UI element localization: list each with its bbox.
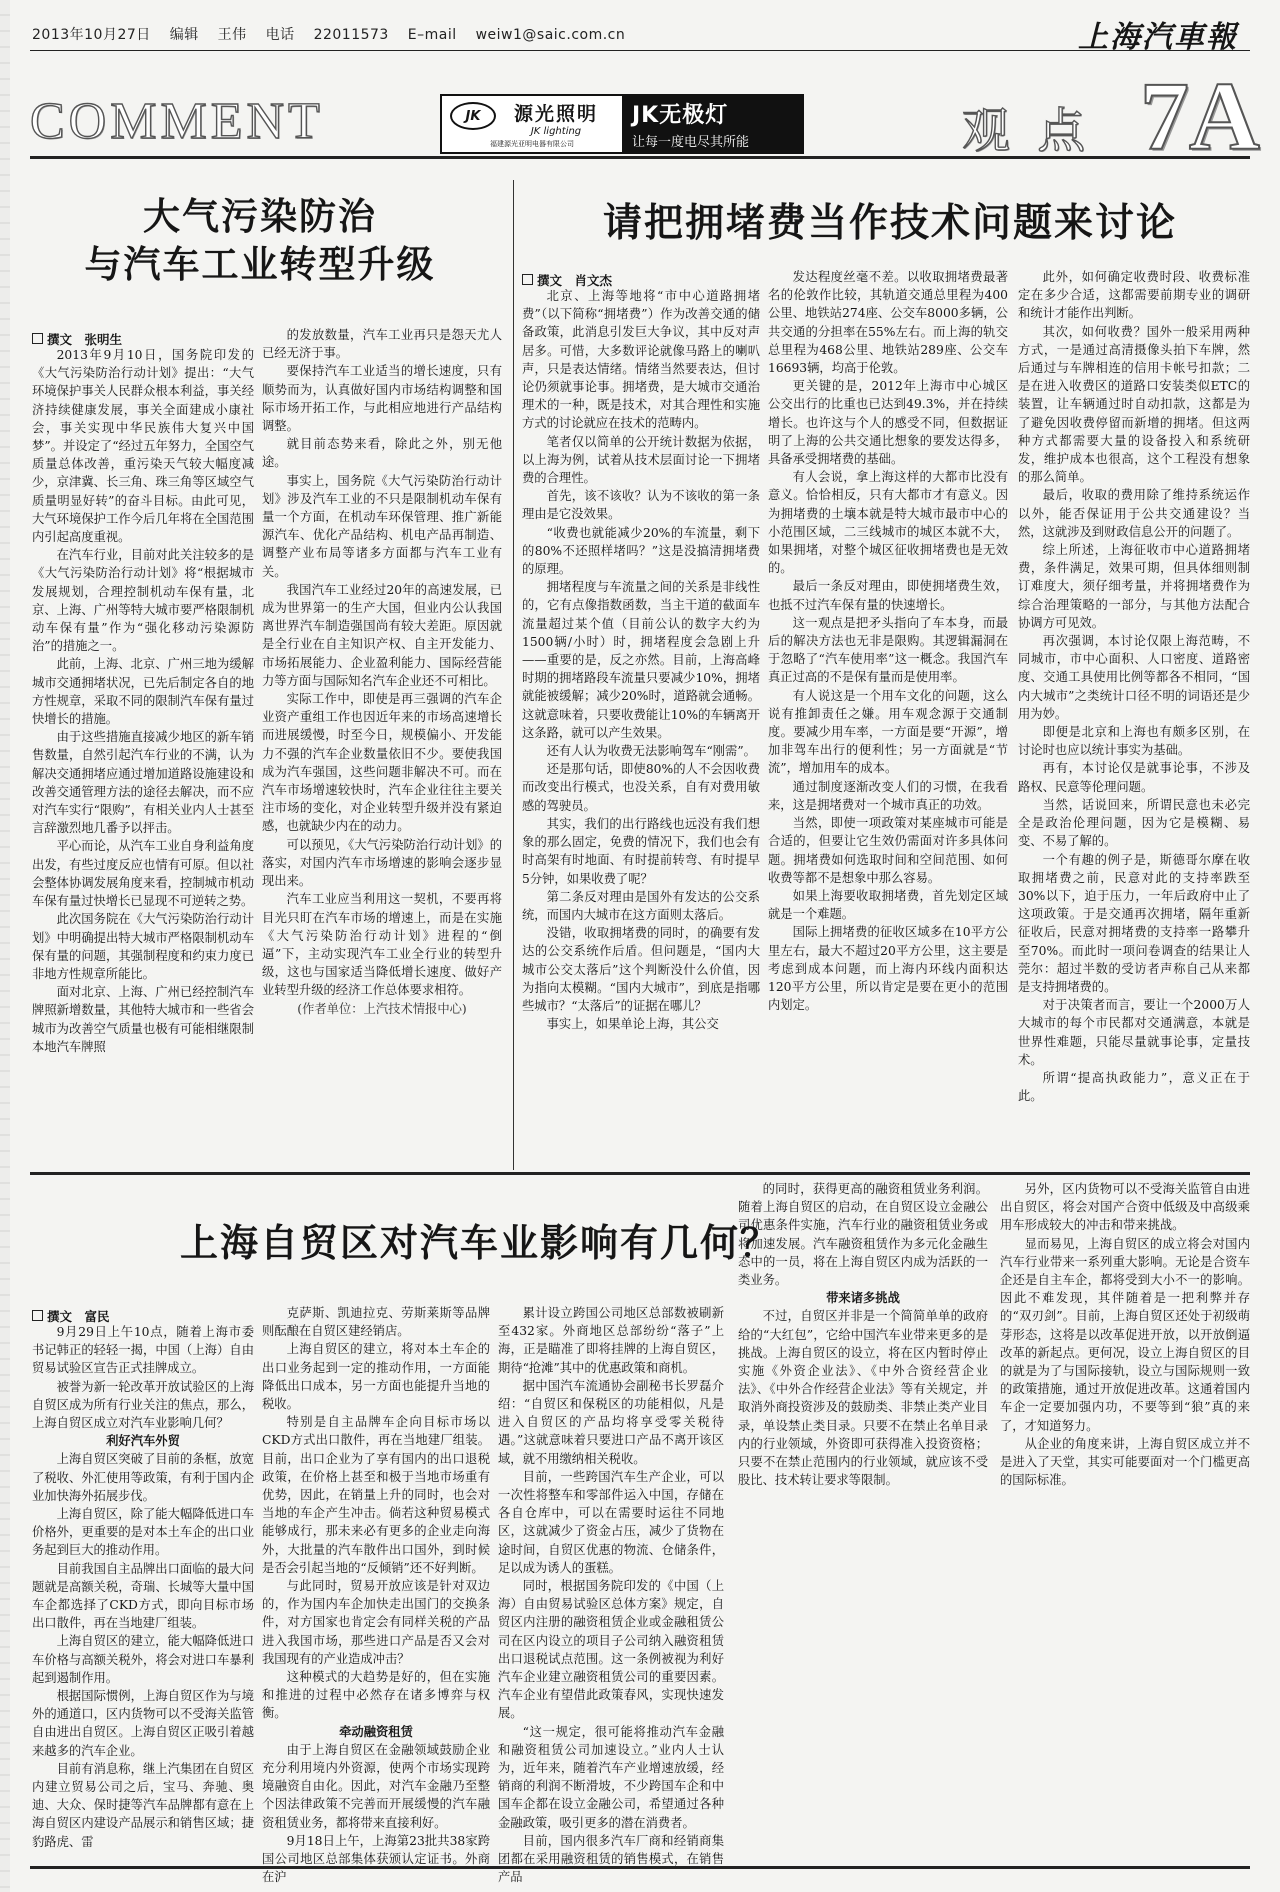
page-header-info bbox=[32, 24, 639, 44]
paragraph: 此外，如何确定收费时段、收费标准定在多少合适，这都需要前期专业的调研和统计才能作出判断。 bbox=[1018, 270, 1250, 321]
ad-brand-en: JK lighting bbox=[530, 126, 582, 137]
paragraph: 的发放数量，汽车工业再只是怨天尤人已经无济于事。 bbox=[262, 328, 502, 361]
footer-rule bbox=[30, 1866, 1250, 1869]
section-label-cn: 观 点 bbox=[962, 103, 1092, 159]
header-rule bbox=[30, 50, 1250, 51]
page-edge-strip bbox=[0, 0, 10, 1892]
article3-column-3 bbox=[498, 1304, 724, 1885]
ad-slogan: 让每一度电尽其所能 bbox=[632, 135, 750, 150]
paragraph: 最后，收取的费用除了维持系统运作以外，能否保证用于公共交通建设？当然，这就涉及到财政信息公开的问题了。 bbox=[1018, 488, 1250, 539]
article2-column-3 bbox=[1018, 268, 1250, 1164]
paragraph: 上海自贸区的建立，能大幅降低进口车价格与高额关税外，将会对进口车暴利起到遏制作用。 bbox=[32, 1634, 254, 1685]
article3-column-1 bbox=[32, 1323, 254, 1860]
ad-brand-cn: 源光照明 bbox=[513, 103, 598, 125]
paragraph: 平心而论，从汽车工业自身利益角度出发，有些过度反应也情有可原。但以社会整体协调发展角度来看，控制城市机动车保有量过快增长已显现不可逆转之势。 bbox=[32, 839, 254, 909]
ad-logo-icon: JK bbox=[450, 102, 496, 130]
paragraph: 面对北京、上海、广州已经控制汽车牌照新增数量，其他特大城市和一些省会城市为改善空气质量也极有可能相继限制本地汽车牌照 bbox=[32, 985, 254, 1054]
paragraph: “这一规定，很可能将推动汽车金融和融资租赁公司加速设立。”业内人士认为，近年来，随着汽车产业增速放缓，经销商的利润不断滑坡，不少跨国车企和中国车企都在设立金融公司，希望通过各种金融政策，吸引更多的潜在消费者。 bbox=[498, 1724, 724, 1830]
ad-company-name: 福建源光亚明电器有限公司 bbox=[490, 140, 574, 148]
paragraph: 2013年9月10日，国务院印发的《大气污染防治行动计划》提出：“大气环境保护事关人民群众根本利益，事关经济持续健康发展，事关全面建成小康社会，事关实现中华民族伟大复兴中国梦”。并设定了“经过五年努力，全国空气质量总体改善，重污染天气较大幅度减少，京津冀、长三角、珠三角等区域空气质量明显好转”的奋斗目标。由此可见，大气环境保护工作今后几年将在全国范围内引起高度重视。 bbox=[32, 348, 254, 545]
byline-box-icon bbox=[32, 333, 43, 344]
paragraph: 更关键的是，2012年上海市中心城区公交出行的比重也已达到49.3%，并在持续增长。也许这与个人的感受不同，但数据证明了上海的公共交通比想象的要发达得多，具备承受拥堵费的基础。 bbox=[768, 379, 1008, 467]
paragraph: 这种模式的大趋势是好的，但在实施和推进的过程中必然存在诸多博弈与权衡。 bbox=[262, 1670, 490, 1721]
paragraph: 据中国汽车流通协会副秘书长罗磊介绍：“自贸区和保税区的功能相似，凡是进入自贸区的产品均将享受零关税待遇。”这就意味着只要进口产品不离开该区域，就不用缴纳相关税收。 bbox=[498, 1378, 724, 1466]
paragraph: 第二条反对理由是国外有发达的公交系统，而国内大城市在这方面则太落后。 bbox=[522, 889, 760, 922]
email-label: E–mail bbox=[407, 27, 457, 43]
article1-column-1 bbox=[32, 346, 254, 1164]
paragraph: 在汽车行业，目前对此关注较多的是《大气污染防治行动计划》将“根据城市发展规划，合理控制机动车保有量，北京、上海、广州等特大城市要严格限制机动车保有量”作为“强化移动污染源防治”的措施之一。 bbox=[32, 548, 254, 654]
newspaper-masthead: 上海汽車報 bbox=[1078, 20, 1238, 55]
subheading: 带来诸多挑战 bbox=[826, 1291, 900, 1306]
email-address: weiw1@saic.com.cn bbox=[475, 27, 626, 43]
paragraph: 国际上拥堵费的征收区域多在10平方公里左右，最大不超过20平方公里，这主要是考虑到成本问题，而上海内环线内面积达120平方公里，所以肯定是要在更小的范围内划定。 bbox=[768, 925, 1008, 1013]
ad-product-title: JK无极灯 bbox=[632, 103, 729, 128]
paragraph: 与此同时，贸易开放应该是针对双边的，作为国内车企加快走出国门的交换条件，对方国家也肯定会有同样关税的产品进入我国市场，那些进口产品是否又会对我国现有的产业造成冲击？ bbox=[262, 1579, 490, 1666]
paragraph: 特别是自主品牌车企向目标市场以CKD方式出口散件，再在当地建厂组装。目前，出口企业为了享有国内的出口退税政策，在价格上甚至和极于当地市场重有优势，因此，在销量上升的同时，也会对当地的车企产生冲击。倘若这种贸易模式能够成行，那未来必有更多的企业走向海外，大批量的汽车散件出口国外，到时候是否会引起当地的“反倾销”还不好判断。 bbox=[262, 1415, 490, 1575]
paragraph: 一个有趣的例子是，斯德哥尔摩在收取拥堵费之前，民意对此的支持率跌至30%以下，迫于压力，一年后政府中止了这项政策。于是交通再次拥堵，隔年重新征收后，民意对拥堵费的支持率一路攀升至70%。而此时一项问卷调查的结果让人莞尔：超过半数的受访者声称自己从来都是支持拥堵费的。 bbox=[1018, 852, 1250, 994]
paragraph: 再次强调，本讨论仅限上海范畴，不同城市，市中心面积、人口密度、道路密度、交通工具使用比例等都各不相同，“国内大城市”之类统计口径不明的词语还是少用为妙。 bbox=[1018, 634, 1250, 721]
phone-number: 22011573 bbox=[313, 27, 389, 43]
paragraph: 有人说这是一个用车文化的问题，这么说有推卸责任之嫌。用车观念源于交通制度。要减少用车率，一方面是要“开源”，增加非驾车出行的便利性；另一方面就是“节流”，增加用车的成本。 bbox=[768, 688, 1008, 776]
paragraph: 目前我国自主品牌出口面临的最大问题就是高额关税，奇瑞、长城等大量中国车企都选择了CKD方式，即向目标市场出口散件，再在当地建厂组装。 bbox=[32, 1561, 254, 1631]
paragraph: 同时，根据国务院印发的《中国（上海）自由贸易试验区总体方案》规定，自贸区内注册的融资租赁企业或金融租赁公司在区内设立的项目子公司纳入融资租赁出口退税试点范围。这一条例被视为利好汽车企业建立融资租赁公司的重要因素。汽车企业有望借此政策春风，实现快速发展。 bbox=[498, 1579, 724, 1721]
ad-brand-block bbox=[442, 96, 624, 152]
paragraph: 目前，一些跨国汽车生产企业，可以一次性将整车和零部件运入中国，存储在各自仓库中，可以在需要时运往不同地区，这就减少了资金占压，减少了货物在途时间，自贸区优惠的物流、仓储条件，足以成为诱人的蛋糕。 bbox=[498, 1469, 724, 1575]
paragraph: 还有人认为收费无法影响驾车“刚需”。 bbox=[546, 744, 756, 759]
paragraph: 实际工作中，即使是再三强调的汽车企业资产重组工作也因近年来的市场高速增长而进展缓慢，时至今日，规模偏小、开发能力不强的汽车企业数量依旧不少。要使我国成为汽车强国，这些问题非解决不可。而在汽车市场增速较快时，汽车企业往往主要关注市场的变化，对企业转型升级并没有紧迫感，也就缺少内在的动力。 bbox=[262, 692, 502, 834]
article2-column-2 bbox=[768, 268, 1008, 1164]
article-divider bbox=[513, 180, 514, 1170]
paragraph: 即便是北京和上海也有颇多区别，在讨论时也应以统计事实为基础。 bbox=[1018, 725, 1250, 758]
paragraph: 所谓“提高执政能力”，意义正在于此。 bbox=[1018, 1070, 1250, 1104]
paragraph: 9月18日上午，上海第23批共38家跨国公司地区总部集体获颁认定证书。外商在沪 bbox=[262, 1833, 490, 1885]
paragraph: 通过制度逐渐改变人们的习惯，在我看来，这是拥堵费对一个城市真正的功效。 bbox=[768, 779, 1008, 812]
article3-column-2 bbox=[262, 1304, 490, 1885]
paragraph: 上海自贸区突破了目前的条框，放宽了税收、外汇使用等政策，有利于国内企业加快海外拓展步伐。 bbox=[32, 1452, 254, 1503]
paragraph: 还是那句话，即使80%的人不会因收费而改变出行模式，也没关系，自有对费用敏感的驾驶员。 bbox=[522, 762, 760, 813]
paragraph: 累计设立跨国公司地区总部数被刷新至432家。外商地区总部纷纷“落子”上海，正是瞄准了即将挂牌的上海自贸区，期待“抢滩”其中的优惠政策和商机。 bbox=[498, 1306, 724, 1375]
article1-title-line2: 与汽车工业转型升级 bbox=[84, 242, 436, 287]
paragraph: 汽车工业应当利用这一契机，不要再将目光只盯在汽车市场的增速上，而是在实施《大气污染防治行动计划》进程的“倒逼”下，主动实现汽车工业全行业的转型升级，这也与国家适当降低增长速度、做好产业转型升级的经济工作总体要求相符。 bbox=[262, 892, 502, 998]
paragraph: 如果上海要收取拥堵费，首先划定区域就是一个难题。 bbox=[768, 888, 1008, 922]
article1-title-line1: 大气污染防治 bbox=[143, 194, 377, 238]
subheading: 牵动融资租赁 bbox=[339, 1724, 413, 1739]
paragraph: 要保持汽车工业适当的增长速度，只有顺势而为，认真做好国内市场结构调整和国际市场开拓工作，与此相应地进行产品结构调整。 bbox=[262, 364, 502, 434]
paragraph: 当然，即使一项政策对某座城市可能是合适的，但要让它生效仍需面对许多具体问题。拥堵费如何选取时间和空间范围、如何收费等都不是想象中那么容易。 bbox=[768, 816, 1008, 885]
paragraph: 最后一条反对理由，即使拥堵费生效，也抵不过汽车保有量的快速增长。 bbox=[768, 579, 1008, 612]
paragraph: 根据国际惯例，上海自贸区作为与境外的通道口，区内货物可以不受海关监管自由进出自贸区。上海自贸区正吸引着越来越多的汽车企业。 bbox=[32, 1689, 254, 1758]
paragraph: 北京、上海等地将“市中心道路拥堵费”（以下简称“拥堵费”）作为改善交通的储备政策，此消息引发巨大争议，其中反对声居多。可惜，大多数评论就像马路上的喇叭声，只是表达情绪。情绪当然要表达，但讨论仍须就事论事。拥堵费，是大城市交通治理术的一种，既是技术，对其合理性和实施方式的讨论就应在技术的范畴内。 bbox=[522, 289, 760, 431]
section-rule bbox=[30, 156, 1250, 159]
advertisement-banner[interactable] bbox=[440, 94, 804, 154]
paragraph: 由于上海自贸区在金融领域鼓励企业充分利用境内外资源，使两个市场实现跨境融资自由化。因此，对汽车金融乃至整个因法律政策不完善而开展缓慢的汽车融资租赁业务，都将带来直接利好。 bbox=[262, 1742, 490, 1830]
article2-byline-text: 撰文 肖文杰 bbox=[537, 273, 613, 288]
paragraph: 其次，如何收费？国外一般采用两种方式，一是通过高清摄像头拍下车牌，然后通过与车牌相连的信用卡帐号扣款；二是在进入收费区的道路口安装类似ETC的装置，让车辆通过时自动扣款，这都是为了避免因收费停留而新增的拥堵。但这两种方式都需要大量的设备投入和系统研发，维护成本也很高，这个工程没有想象的那么简单。 bbox=[1018, 324, 1250, 485]
article1-headline bbox=[70, 192, 450, 288]
paragraph: (作者单位：上汽技术情报中心) bbox=[297, 1001, 467, 1016]
paragraph: 就目前态势来看，除此之外，别无他途。 bbox=[262, 437, 502, 470]
paragraph: 当然，话说回来，所谓民意也未必完全是政治伦理问题，因为它是模糊、易变、不易了解的。 bbox=[1018, 797, 1250, 849]
paragraph: 对于决策者而言，要让一个2000万人大城市的每个市民都对交通满意，本就是世界性难题，只能尽量就事论事，定量技术。 bbox=[1018, 998, 1250, 1067]
paragraph: 由于这些措施直接减少地区的新车销售数量，自然引起汽车行业的不满，认为解决交通拥堵应通过增加道路设施建设和改善交通管理方法的途径去解决，而不应对汽车实行“限购”，有相关业内人士甚至言辞激烈地几番予以抨击。 bbox=[32, 730, 254, 836]
paragraph: 可以预见，《大气污染防治行动计划》的落实，对国内汽车市场增速的影响会逐步显现出来。 bbox=[262, 837, 502, 889]
paragraph: 显而易见，上海自贸区的成立将会对国内汽车行业带来一系列重大影响。无论是合资车企还是自主车企，都将受到大小不一的影响。因此不难发现，其伴随着是一把利弊并存的“双刃剑”。目前，上海自贸区还处于初级萌芽形态，这将是以改革促进开放，以开放倒逼改革的新起点。更何况，设立上海自贸区的目的就是为了与国际接轨，设立与国际规则一致的政策措施，通过开放促进改革。这通着国内车企一定要加强内功，不要等到“狼”真的来了，才知道努力。 bbox=[1000, 1236, 1250, 1433]
byline-box-icon bbox=[32, 1310, 43, 1321]
article2-column-1 bbox=[522, 287, 760, 1164]
issue-date: 2013年10月27日 bbox=[32, 27, 151, 43]
paragraph: 的同时，获得更高的融资租赁业务利润。随着上海自贸区的启动，在自贸区设立金融公司优惠条件实施，汽车行业的融资租赁业务或将加速发展。汽车融资租赁作为多元化金融生态中的一员，将在上海自贸区内成为活跃的一类业务。 bbox=[738, 1182, 988, 1288]
article3-headline: 上海自贸区对汽车业影响有几何？ bbox=[179, 1220, 780, 1265]
page-number: 7A bbox=[1140, 63, 1260, 171]
paragraph: 笔者仅以简单的公开统计数据为依据，以上海为例，试着从技术层面讨论一下拥堵费的合理性。 bbox=[522, 434, 760, 486]
paragraph: 从企业的角度来讲，上海自贸区成立并不是进入了天堂，其实可能要面对一个门槛更高的国际标准。 bbox=[1000, 1436, 1250, 1488]
paragraph: 有人会说，拿上海这样的大都市比没有意义。恰恰相反，只有大都市才有意义。因为拥堵费的土壤本就是特大城市最市中心的小范围区域，二三线城市的城区本就不大，如果拥堵，对整个城区征收拥堵费也是无效的。 bbox=[768, 470, 1008, 576]
paragraph: 没错，收取拥堵费的同时，的确要有发达的公交系统作后盾。但问题是，“国内大城市公交太落后”这个判断没什么价值，因为指向太模糊。“国内大城市”，到底是指哪些城市？“太落后”的证据在哪儿？ bbox=[522, 926, 760, 1013]
paragraph: “收费也就能减少20%的车流量，剩下的80%不还照样堵吗？”这是没搞清拥堵费的原理。 bbox=[522, 525, 760, 577]
paragraph: 其实，我们的出行路线也远没有我们想象的那么固定，免费的情况下，我们也会有时高架有时地面、有时提前转弯、有时提早5分钟，如果收费了呢？ bbox=[522, 816, 760, 886]
section-label-en: COMMENT bbox=[30, 93, 324, 150]
editor-label: 编辑 bbox=[169, 27, 199, 43]
subheading: 利好汽车外贸 bbox=[106, 1434, 180, 1449]
phone-label: 电话 bbox=[265, 27, 295, 43]
byline-box-icon bbox=[522, 274, 533, 285]
paragraph: 拥堵程度与车流量之间的关系是非线性的，它有点像指数函数，当主干道的截面车流量超过某个值（目前公认的数字大约为1500辆/小时）时，拥堵程度会急剧上升——重要的是，反之亦然。目前，上海高峰时期的拥堵路段车流量只要减少10%，拥堵就能被缓解；减少20%时，道路就会通畅。这就意味着，只要收费能让10%的车辆离开这条路，就可以产生效果。 bbox=[522, 580, 760, 740]
paragraph: 被誉为新一轮改革开放试验区的上海自贸区成为所有行业关注的焦点，那么，上海自贸区成立对汽车业影响几何？ bbox=[32, 1379, 254, 1431]
paragraph: 这一观点是把矛头指向了车本身，而最后的解决方法也无非是限购。其逻辑漏洞在于忽略了“汽车使用率”这一概念。我国汽车真正过高的不是保有量而是使用率。 bbox=[768, 615, 1008, 685]
lower-section-rule bbox=[30, 1172, 1250, 1175]
paragraph: 9月29日上午10点，随着上海市委书记韩正的轻轻一揭，中国（上海）自由贸易试验区宣告正式挂牌成立。 bbox=[32, 1325, 254, 1376]
article2-headline: 请把拥堵费当作技术问题来讨论 bbox=[602, 200, 1177, 246]
paragraph: 另外，区内货物可以不受海关监管自由进出自贸区，将会对国产合资中低级及中高级乘用车形成较大的冲击和带来挑战。 bbox=[1000, 1182, 1250, 1233]
paragraph: 再有，本讨论仅是就事论事，不涉及路权、民意等伦理问题。 bbox=[1018, 761, 1250, 794]
paragraph: 发达程度丝毫不差。以收取拥堵费最著名的伦敦作比较，其轨道交通总里程为400公里、地铁站274座、公交车8000多辆，公共交通的分担率在55%左右。而上海的轨交总里程为468公里、地铁站289座、公交车16693辆，均高于伦敦。 bbox=[768, 270, 1008, 376]
paragraph: 事实上，如果单论上海，其公交 bbox=[546, 1017, 719, 1032]
paragraph: 事实上，国务院《大气污染防治行动计划》涉及汽车工业的不只是限制机动车保有量一个方面，在机动车环保管理、推广新能源汽车、优化产品结构、机电产品再制造、调整产业布局等诸多方面都与汽车工业有关。 bbox=[262, 473, 502, 579]
paragraph: 目前有消息称，继上汽集团在自贸区内建立贸易公司之后，宝马、奔驰、奥迪、大众、保时捷等汽车品牌都有意在上海自贸区内建设产品展示和销售区域；捷豹路虎、雷 bbox=[32, 1761, 254, 1849]
paragraph: 克萨斯、凯迪拉克、劳斯莱斯等品牌则酝酿在自贸区建经销店。 bbox=[262, 1306, 490, 1339]
paragraph: 此前，上海、北京、广州三地为缓解城市交通拥堵状况，已先后制定各自的地方性规章，采取不同的限制汽车保有量过快增长的措施。 bbox=[32, 657, 254, 727]
article1-byline-text: 撰文 张明生 bbox=[47, 332, 123, 347]
paragraph: 首先，该不该收？认为不该收的第一条理由是它没效果。 bbox=[522, 489, 760, 522]
paragraph: 我国汽车工业经过20年的高速发展，已成为世界第一的生产大国，但业内公认我国离世界汽车制造强国尚有较大差距。原因就是全行业在自主知识产权、自主开发能力、市场拓展能力、企业盈利能力、国际经营能力等方面与国际知名汽车企业还不可相比。 bbox=[262, 582, 502, 688]
paragraph: 目前，国内很多汽车厂商和经销商集团都在采用融资租赁的销售模式，在销售产品 bbox=[498, 1833, 724, 1885]
paragraph: 不过，自贸区并非是一个简简单单的政府给的“大红包”，它给中国汽车业带来更多的是挑战。上海自贸区的设立，将在区内暂时停止实施《外资企业法》、《中外合资经营企业法》、《中外合作经营企业法》等有关规定，并取消外商投资涉及的鼓励类、非禁止类产业目录，单设禁止类目录。只要不在禁止名单目录内的行业领域，外资即可获得准入投资资格；只要不在禁止范围内的行业领域，就应该不受股比、技术转让要求等限制。 bbox=[738, 1309, 988, 1488]
paragraph: 上海自贸区，除了能大幅降低进口车价格外，更重要的是对本土车企的出口业务起到巨大的推动作用。 bbox=[32, 1507, 254, 1558]
paragraph: 综上所述，上海征收市中心道路拥堵费，条件满足，效果可期，但具体细则制订难度大，须仔细考量，并将拥堵费作为综合治理策略的一部分，与其他方法配合协调方可见效。 bbox=[1018, 543, 1250, 630]
paragraph: 上海自贸区的建立，将对本土车企的出口业务起到一定的推动作用，一方面能降低出口成本，另一方面也能提升当地的税收。 bbox=[262, 1342, 490, 1412]
article3-byline-text: 撰文 富民 bbox=[47, 1309, 110, 1324]
editor-name: 王伟 bbox=[217, 27, 247, 43]
article1-column-2 bbox=[262, 326, 502, 1164]
article3-column-4 bbox=[738, 1180, 1250, 1860]
paragraph: 此次国务院在《大气污染防治行动计划》中明确提出特大城市严格限制机动车保有量的问题，其强制程度和约束力度已非地方性规章所能比。 bbox=[32, 912, 254, 981]
ad-product-block bbox=[624, 96, 802, 152]
